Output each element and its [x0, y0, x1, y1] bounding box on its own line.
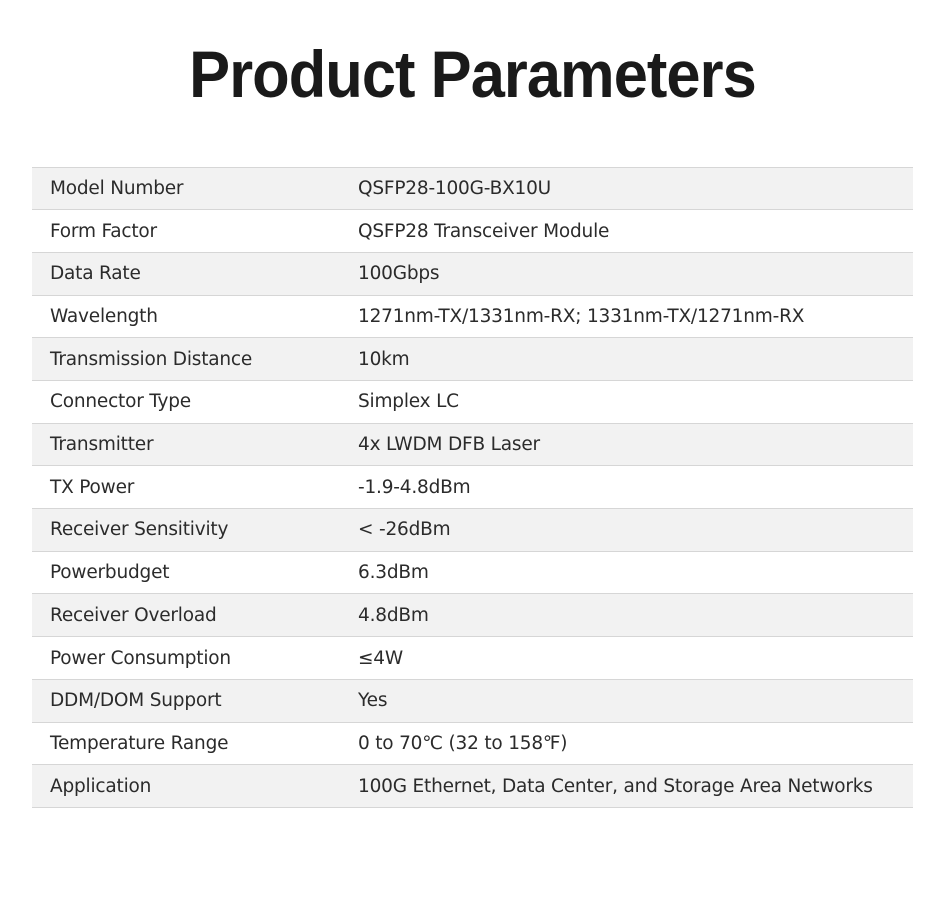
table-row: [32, 381, 913, 424]
spec-value: 10km: [340, 338, 913, 381]
spec-value: 1271nm-TX/1331nm-RX; 1331nm-TX/1271nm-RX: [340, 295, 913, 338]
table-row: [32, 466, 913, 509]
spec-value: Simplex LC: [340, 381, 913, 424]
table-row: [32, 722, 913, 765]
spec-label: Wavelength: [32, 295, 340, 338]
table-row: [32, 252, 913, 295]
spec-value: Yes: [340, 679, 913, 722]
table-row: [32, 594, 913, 637]
table-row: [32, 295, 913, 338]
table-row: [32, 765, 913, 808]
spec-value: 4.8dBm: [340, 594, 913, 637]
spec-label: Powerbudget: [32, 551, 340, 594]
spec-label: Power Consumption: [32, 637, 340, 680]
spec-value: -1.9-4.8dBm: [340, 466, 913, 509]
page-title: Product Parameters: [189, 37, 756, 111]
specifications-table-body: [32, 167, 913, 807]
spec-value: 6.3dBm: [340, 551, 913, 594]
spec-value: 100G Ethernet, Data Center, and Storage Area Networks: [340, 765, 913, 808]
spec-label: Model Number: [32, 167, 340, 210]
table-row: [32, 423, 913, 466]
spec-label: Connector Type: [32, 381, 340, 424]
spec-label: Transmitter: [32, 423, 340, 466]
spec-label: TX Power: [32, 466, 340, 509]
table-row: [32, 167, 913, 210]
spec-value: 4x LWDM DFB Laser: [340, 423, 913, 466]
table-row: [32, 551, 913, 594]
specifications-table: [32, 167, 913, 808]
spec-value: QSFP28-100G-BX10U: [340, 167, 913, 210]
spec-value: 0 to 70℃ (32 to 158℉): [340, 722, 913, 765]
spec-value: < -26dBm: [340, 509, 913, 552]
table-row: [32, 210, 913, 253]
spec-label: Form Factor: [32, 210, 340, 253]
spec-label: Receiver Overload: [32, 594, 340, 637]
spec-value: QSFP28 Transceiver Module: [340, 210, 913, 253]
table-row: [32, 679, 913, 722]
spec-label: Temperature Range: [32, 722, 340, 765]
spec-label: Application: [32, 765, 340, 808]
spec-value: 100Gbps: [340, 252, 913, 295]
table-row: [32, 637, 913, 680]
spec-label: Receiver Sensitivity: [32, 509, 340, 552]
spec-label: Data Rate: [32, 252, 340, 295]
spec-label: Transmission Distance: [32, 338, 340, 381]
spec-value: ≤4W: [340, 637, 913, 680]
table-row: [32, 338, 913, 381]
spec-label: DDM/DOM Support: [32, 679, 340, 722]
table-row: [32, 509, 913, 552]
